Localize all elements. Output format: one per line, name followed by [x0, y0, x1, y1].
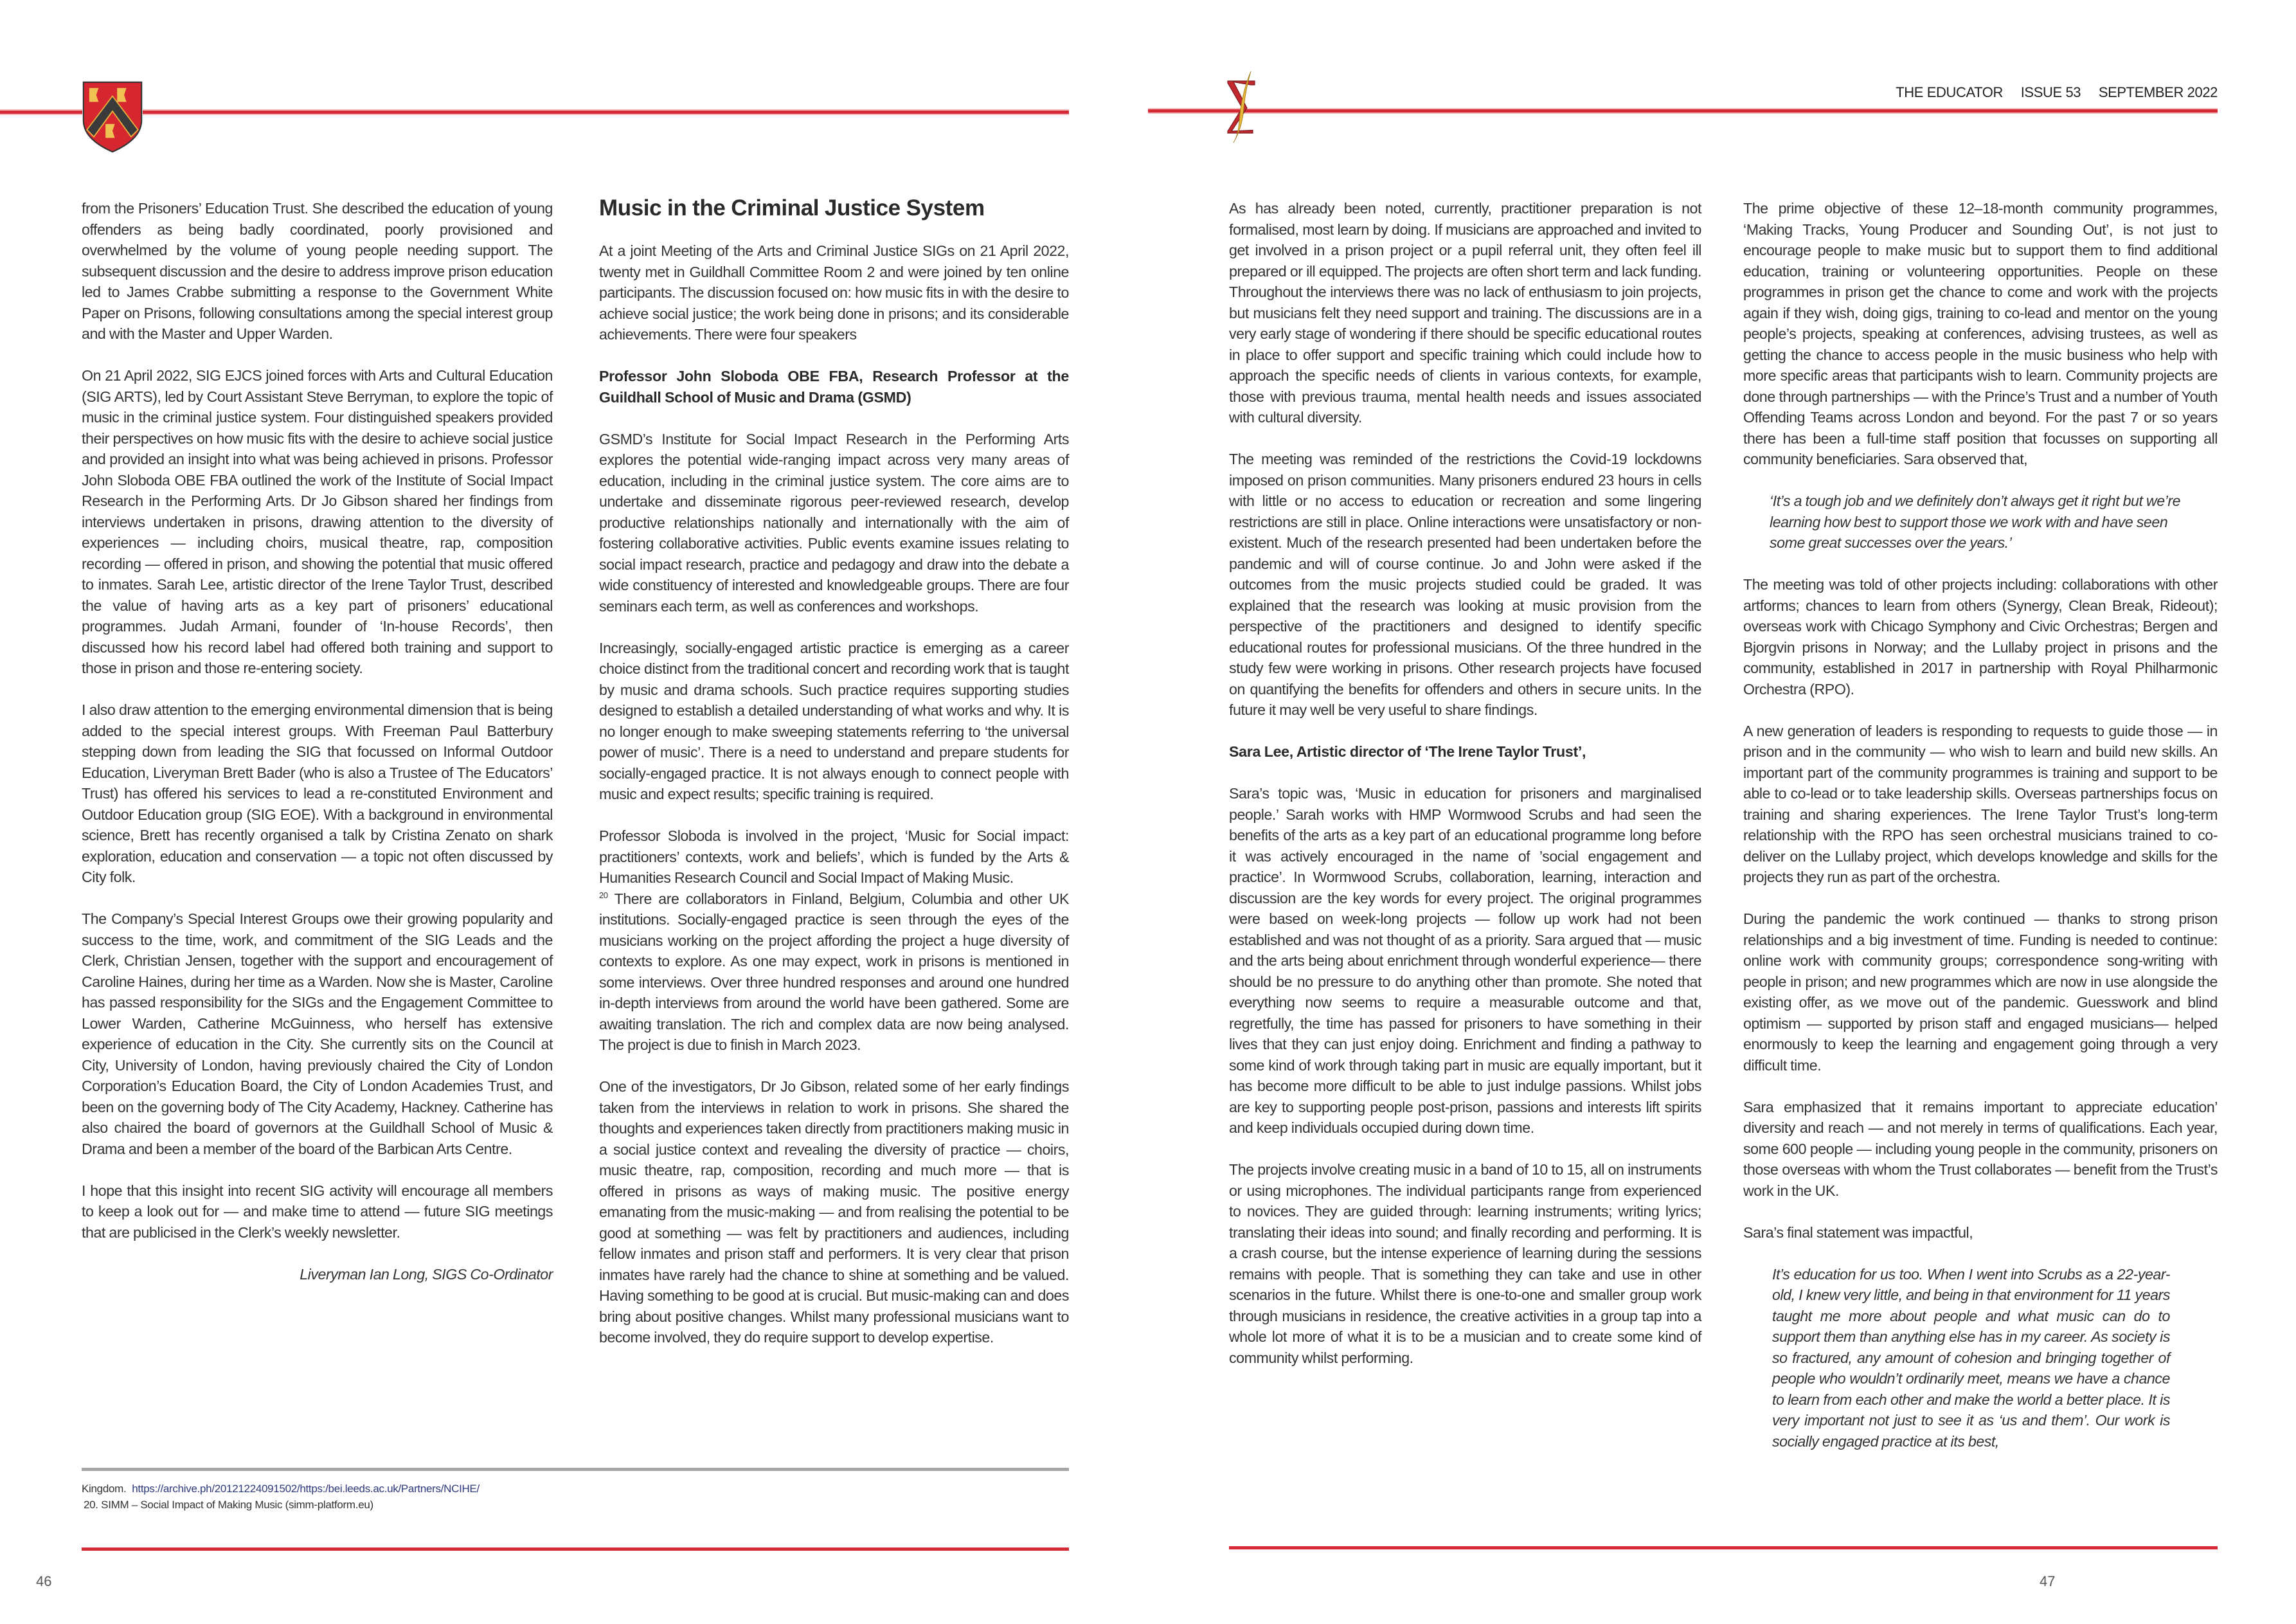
footnote-line [82, 1481, 853, 1497]
right-page-column-2 [1743, 198, 2218, 1473]
paragraph: Sara’s topic was, ‘Music in education for prisoners and marginalised people.’ Sarah works with HMP Wormwood Scrubs and had seen the benefits of the arts as a key part of an educational programme long before it was actively encouraged in the name of ’social engagement and practice’. In Wormwood Scrubs, collaboration, learning, interaction and discussion are the key words for every project. The original programmes were based on week-long projects — follow up work had not been established and was not thought of as a priority. Sara argued that — music and the arts being about enrichment through wonderful experience— there should be no pressure to do anything other than promote. She noted that everything now seems to require a measurable outcome and that, regretfully, the time has passed for prisoners to have something in their lives that they can just enjoy doing. Enrichment and finding a pathway to some kind of work through taking part in music are equally important, but it has become more difficult to be able to just indulge passions. Whilst jobs are key to supporting people post-prison, passions and interests lift spirits and keep individuals occupied during down time. [1229, 785, 1701, 1136]
footnote-link[interactable]: https://archive.ph/20121224091502/https:/bei.leeds.ac.uk/Partners/NCIHE/ [132, 1483, 480, 1495]
paragraph: The meeting was told of other projects including: collaborations with other artforms; chances to learn from others (Synergy, Clean Break, Rideout); overseas work with Chicago Symphony and Civic Orchestras; Bergen and Bjorgvin prisons in Norway; and the Lullaby project in prisons and the community, established in 2017 in partnership with Royal Philharmonic Orchestra (RPO). [1743, 576, 2218, 698]
pull-quote: ‘It’s a tough job and we definitely don’t always get it right but we’re learning how best to support those we work with and have seen some great successes over the years.’ [1770, 492, 2181, 551]
right-header-rule [1148, 109, 2218, 113]
issue-number: ISSUE 53 [2020, 84, 2081, 100]
paragraph: During the pandemic the work continued — thanks to strong prison relationships and a big investment of time. Funding is needed to continue: online work with community groups; correspondence song-writing with people in prison; and new programmes which are now in use alongside the existing offer, as we move out of the pandemic. Guesswork and blind optimism — supported by prison staff and engaged musicians— helped enormously to keep the learning and engagement going through a very difficult time. [1743, 910, 2218, 1074]
paragraph: A new generation of leaders is responding to requests to guide those — in prison and in the community — who wish to learn and build new skills. An important part of the community programmes is training and support to be able to co-lead or to take leadership skills. Overseas partnerships focus on training and sharing experiences. The Irene Taylor Trust’s long-term relationship with the RPO has seen orchestral musicians trained to co-deliver on the Lullaby project, which develops knowledge and skills for the projects they run as part of the orchestra. [1743, 722, 2218, 885]
paragraph: I also draw attention to the emerging environmental dimension that is being added to the special interest groups. With Freeman Paul Batterbury stepping down from leading the SIG that focussed on Informal Outdoor Education, Liveryman Brett Bader (who is also a Trustee of The Educators’ Trust) has offered his services to lead a re-constituted Environment and Outdoor Education group (SIG EOE). With a background in environmental science, Brett has recently organised a talk by Cristina Zenato on shark exploration, education and conservation — a topic not often discussed by City folk. [82, 701, 553, 885]
paragraph [599, 826, 1069, 1056]
closing-quote: It’s education for us too. When I went into Scrubs as a 22-year-old, I knew very little, and being in that environment for 11 years taught me more about people and what music can do to support them than anything else has in my career. As society is so fractured, any amount of cohesion and bringing together of people who wouldn’t ordinarily meet, means we have a chance to learn from each other and make the world a better place. It is very important not just to see it as ‘us and them’. Our work is socially engaged practice at its best, [1772, 1265, 2170, 1450]
right-page-column-1 [1229, 198, 1701, 1389]
left-footer-rule [82, 1547, 1069, 1551]
footnote-divider [82, 1468, 1069, 1471]
paragraph-text: There are collaborators in Finland, Belgium, Columbia and other UK institutions. Socially-engaged practice is seen through the eyes of the musicians working on the project affording the project a huge diversity of contexts to explore. As one may expect, work in prisons is mentioned in some interviews. Over three hundred responses and around one hundred in-depth interviews from around the world have been gathered. Some are awaiting translation. The rich and complex data are now being analysed. The project is due to finish in March 2023. [599, 890, 1069, 1053]
left-page-column-1 [82, 198, 553, 1306]
article-title: Music in the Criminal Justice System [599, 195, 985, 221]
paragraph: Sara emphasized that it remains important to appreciate education’ diversity and reach — and not merely in terms of qualifications. Each year, some 600 people — including young people in the community, prisoners on those overseas with whom the Trust collaborates — benefit from the Trust’s work in the UK. [1743, 1098, 2218, 1199]
footnotes [82, 1481, 853, 1513]
issue-date: SEPTEMBER 2022 [2098, 84, 2218, 100]
intro-paragraph: At a joint Meeting of the Arts and Criminal Justice SIGs on 21 April 2022, twenty met in Guildhall Committee Room 2 and were joined by ten online participants. The discussion focused on: how music fits in with the desire to achieve social justice; the work being done in prisons; and its considerable achievements. There were four speakers [599, 242, 1069, 343]
paragraph: from the Prisoners’ Education Trust. She described the education of young offenders as being badly coordinated, poorly provisioned and overwhelmed by the volume of young people needing support. The subsequent discussion and the desire to address improve prison education led to James Crabbe submitting a response to the Government White Paper on Prisons, following consultations among the special interest group and with the Master and Upper Warden. [82, 200, 553, 342]
paragraph-text: Professor Sloboda is involved in the project, ‘Music for Social impact: practitioners’ contexts, work and beliefs’, which is funded by the Arts & Humanities Research Council and Social Impact of Making Music. [599, 827, 1069, 886]
footnote-line: 20. SIMM – Social Impact of Making Music (simm-platform.eu) [84, 1499, 373, 1511]
right-footer-rule [1229, 1546, 2218, 1549]
speaker-heading: Sara Lee, Artistic director of ‘The Irene Taylor Trust’, [1229, 743, 1586, 760]
paragraph: GSMD’s Institute for Social Impact Research in the Performing Arts explores the potential wide-ranging impact across very many areas of education, including in the criminal justice system. The core aims are to undertake and disseminate rigorous peer-reviewed research, develop productive relationships nationally and internationally with the aim of fostering collaborative activities. Public events examine issues relating to social impact research, practice and pedagogy and draw into the debate a wide constituency of interested and knowledgeable groups. There are four seminars each term, as well as conferences and workshops. [599, 430, 1069, 615]
paragraph: The prime objective of these 12–18-month community programmes, ‘Making Tracks, Young Producer and Sounding Out’, is not just to encourage people to make music but to support them to find additional education, training or volunteering opportunities. People on these programmes in prison get the chance to come and work with the projects again if they wish, doing gigs, training to co-lead and mentor on the young people’s projects, speaking at conferences, advising trustees, as well as getting the chance to access people in the music business who help with more specific areas that participants wish to learn. Community projects are done through partnerships — with the Prince’s Trust and a number of Youth Offending Teams across London and beyond. For the past 7 or so years there has been a full-time staff position that focusses on supporting all community beneficiaries. Sara observed that, [1743, 200, 2218, 467]
paragraph: I hope that this insight into recent SIG activity will encourage all members to keep a look out for — and make time to attend — future SIG meetings that are publicised in the Clerk’s weekly newsletter. [82, 1182, 553, 1241]
speaker-heading: Professor John Sloboda OBE FBA, Research Professor at the Guildhall School of Music and Drama (GSMD) [599, 368, 1069, 406]
running-header [1896, 84, 2218, 101]
paragraph: As has already been noted, currently, practitioner preparation is not formalised, most learn by doing. If musicians are approached and invited to get involved in a prison project or a pupil referral unit, they often feel ill prepared or ill equipped. The projects are often short term and lack funding. Throughout the interviews there was no lack of enthusiasm to join projects, but musicians felt they need support and training. The discussions are in a very early stage of wondering if there should be specific educational routes in place to offer support and specific training which could include how to approach the specific needs of clients in various contexts, for example, those with previous trauma, mental health needs and issues associated with cultural diversity. [1229, 200, 1701, 426]
paragraph: Sara’s final statement was impactful, [1743, 1223, 1973, 1241]
page-number-left: 46 [36, 1573, 52, 1589]
paragraph: The Company’s Special Interest Groups owe their growing popularity and success to the time, work, and commitment of the SIG Leads and the Clerk, Christian Jensen, together with the support and encouragement of Caroline Haines, during her time as a Warden. Now she is Master, Caroline has passed responsibility for the SIGs and the Engagement Committee to Lower Warden, Catherine McGuinness, who herself has extensive experience of education in the City. She currently sits on the Council at City, University of London, having previously chaired the City of London Corporation’s Education Board, the City of London Academies Trust, and been on the governing body of The City Academy, Hackney. Catherine has also chaired the board of governors at the Guildhall School of Music & Drama and been a member of the board of the Barbican Arts Centre. [82, 910, 553, 1157]
footnote-text: Kingdom. [82, 1483, 127, 1495]
left-page-column-2 [599, 194, 1069, 1369]
page-number-right: 47 [2040, 1573, 2056, 1589]
paragraph: The meeting was reminded of the restrictions the Covid-19 lockdowns imposed on prison communities. Many prisoners endured 23 hours in cells with little or no access to education or recreation and some lingering restrictions are still in place. Online interactions were unsatisfactory or non-existent. Much of the research presented had been undertaken before the pandemic and will of course continue. Jo and John were asked if the outcomes from the music projects studied could be graded. It was explained that the research was looking at music provision from the perspective of the practitioners and designed to identify specific educational routes for professional musicians. Of the three hundred in the study few were working in prisons. Other research projects have focused on quantifying the benefits for offenders and others in secure units. In the future it may well be very useful to share findings. [1229, 451, 1701, 718]
author-signature: Liveryman Ian Long, SIGS Co-Ordinator [300, 1265, 553, 1283]
left-header-rule [0, 111, 1069, 114]
crest-shield-icon [82, 81, 143, 153]
paragraph: Increasingly, socially-engaged artistic practice is emerging as a career choice distinct from the traditional concert and recording work that is taught by music and drama schools. Such practice requires supporting studies designed to establish a detailed understanding of what works and why. It is no longer enough to make sweeping statements referring to ‘the universal power of music’. There is a need to understand and prepare students for socially-engaged practice. It is not always enough to connect people with music and expect results; specific training is required. [599, 639, 1069, 802]
paragraph: One of the investigators, Dr Jo Gibson, related some of her early findings taken from the interviews in relation to work in prisons. She shared the thoughts and experiences taken directly from practitioners making music in a social justice context and revealing the diversity of practice — choirs, music theatre, rap, composition, recording and much more — that is offered in prisons as ways of making music. The positive energy emanating from the music-making — and from realising the potential to be good at something — was felt by practitioners and audiences, including fellow inmates and prison staff and performers. It is very clear that prison inmates have rarely had the chance to shine at something and be valued. Having something to be good at is crucial. But music-making can and does bring about positive changes. Whilst many professional musicians want to become involved, they do require support to develop expertise. [599, 1078, 1069, 1346]
paragraph: On 21 April 2022, SIG EJCS joined forces with Arts and Cultural Education (SIG ARTS), led by Court Assistant Steve Berryman, to explore the topic of music in the criminal justice system. Four distinguished speakers provided their perspectives on how music fits with the desire to achieve social justice and provided an insight into what was being achieved in prisons. Professor John Sloboda OBE FBA outlined the work of the Institute of Social Impact Research in the Performing Arts. Dr Jo Gibson shared her findings from interviews undertaken in prisons, drawing attention to the diversity of experiences — including choirs, musical theatre, rap, composition recording — offered in prison, and showing the potential that music offered to inmates. Sarah Lee, artistic director of the Irene Taylor Trust, described the value of having arts as a key part of prisoners’ educational programmes. Judah Armani, founder of ‘In-house Records’, then discussed how his record label had offered both training and support to those in prison and those re-entering society. [82, 367, 553, 676]
publication-name: THE EDUCATOR [1896, 84, 2003, 100]
quill-sigma-icon [1224, 71, 1262, 145]
footnote-reference[interactable]: 20 [599, 890, 608, 900]
paragraph: The projects involve creating music in a band of 10 to 15, all on instruments or using microphones. The individual participants range from experienced to novices. They are guided through: learning instruments; writing lyrics; translating their ideas into sound; and finally recording and performing. It is a crash course, but the intense experience of learning during the sessions remains with people. That is something they can take and use in other scenarios in the future. Whilst there is one-to-one and smaller group work through musicians in residence, the creative activities in a group tap into a whole lot more of what it is to be a musician and to create some kind of community whilst performing. [1229, 1161, 1701, 1366]
